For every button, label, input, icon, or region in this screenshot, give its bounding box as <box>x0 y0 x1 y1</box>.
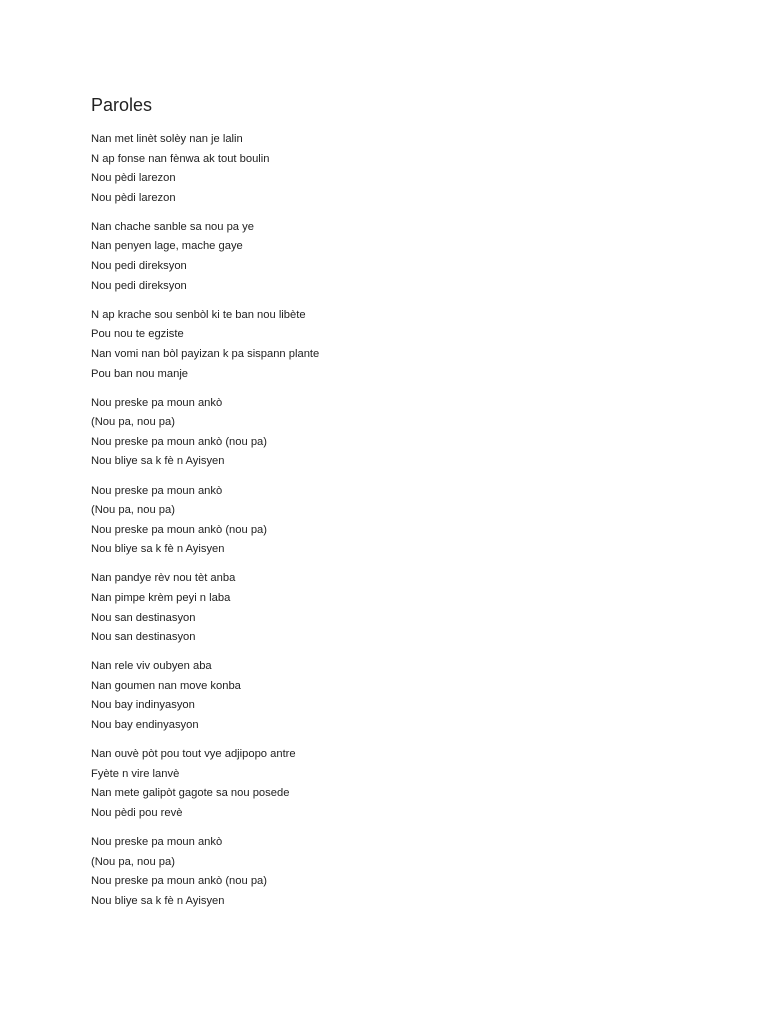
lyric-line: (Nou pa, nou pa) <box>91 855 175 868</box>
lyric-line: Nou pedi direksyon <box>91 260 187 273</box>
lyric-line: Nou san destinasyon <box>91 611 196 624</box>
lyric-line: (Nou pa, nou pa) <box>91 416 175 429</box>
lyric-line: Nou pedi direksyon <box>91 279 187 292</box>
lyrics-body <box>91 130 731 911</box>
lyrics-document <box>91 93 731 921</box>
lyric-line: Nou preske pa moun ankò (nou pa) <box>91 523 268 536</box>
lyric-line: Nou preske pa moun ankò <box>91 484 223 497</box>
stanza <box>91 306 731 384</box>
lyric-line: Pou ban nou manje <box>91 367 189 380</box>
lyric-line: Nan pimpe krèm peyi n laba <box>91 591 231 604</box>
stanza <box>91 218 731 296</box>
lyric-line: N ap krache sou senbòl ki te ban nou libète <box>91 308 306 321</box>
lyric-line: Pou nou te egziste <box>91 328 184 341</box>
lyric-line: Nou preske pa moun ankò <box>91 396 223 409</box>
lyric-line: Nan pandye rèv nou tèt anba <box>91 572 236 585</box>
lyric-line: Nou bliye sa k fè n Ayisyen <box>91 455 225 468</box>
stanza <box>91 394 731 472</box>
lyric-line: (Nou pa, nou pa) <box>91 504 175 517</box>
lyric-line: Nou bay indinyasyon <box>91 699 195 712</box>
lyric-line: Nou bliye sa k fè n Ayisyen <box>91 894 225 907</box>
lyric-line: Nou san destinasyon <box>91 631 196 644</box>
lyric-line: Nou pèdi pou revè <box>91 806 183 819</box>
stanza <box>91 130 731 208</box>
lyric-line: N ap fonse nan fènwa ak tout boulin <box>91 152 270 165</box>
lyric-line: Nan met linèt solèy nan je lalin <box>91 133 243 145</box>
stanza <box>91 569 731 647</box>
stanza <box>91 745 731 823</box>
stanza <box>91 482 731 560</box>
lyric-line: Nan vomi nan bòl payizan k pa sispann plante <box>91 347 320 360</box>
lyric-line: Nan chache sanble sa nou pa ye <box>91 220 254 233</box>
lyric-line: Nou pèdi larezon <box>91 191 176 204</box>
lyric-line: Nan goumen nan move konba <box>91 679 241 692</box>
lyric-line: Fyète n vire lanvè <box>91 767 180 780</box>
lyric-line: Nou preske pa moun ankò (nou pa) <box>91 875 268 888</box>
lyric-line: Nou preske pa moun ankò <box>91 836 223 848</box>
lyric-line: Nan penyen lage, mache gaye <box>91 240 243 253</box>
lyric-line: Nan mete galipòt gagote sa nou posede <box>91 787 290 800</box>
page-title: Paroles <box>91 95 153 115</box>
lyric-line: Nou preske pa moun ankò (nou pa) <box>91 435 268 448</box>
lyric-line: Nan ouvè pòt pou tout vye adjipopo antre <box>91 748 296 761</box>
lyric-line: Nou pèdi larezon <box>91 172 176 185</box>
stanza <box>91 833 731 911</box>
stanza <box>91 657 731 735</box>
lyric-line: Nou bay endinyasyon <box>91 719 199 732</box>
lyric-line: Nou bliye sa k fè n Ayisyen <box>91 543 225 556</box>
lyric-line: Nan rele viv oubyen aba <box>91 660 212 673</box>
